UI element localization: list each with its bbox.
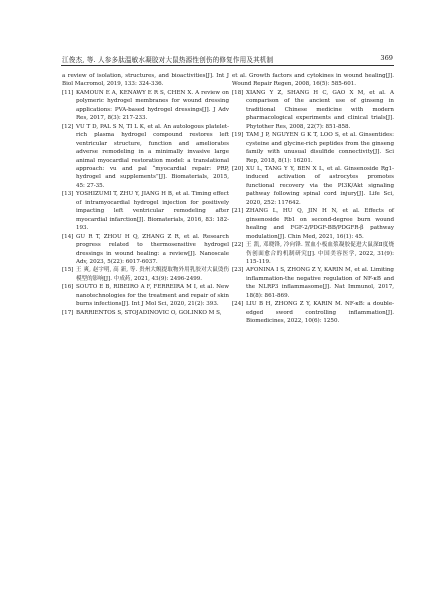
reference-text: a review of isolation, structures, and bioactivities[J]. Int J Biol Macromol, 2019, 133: 324-336.	[62, 73, 229, 88]
reference-text: BARRIENTOS S, STOJADINOVIC O, GOLINKO M S,	[76, 309, 222, 316]
reference-entry	[232, 207, 394, 241]
reference-text: SOUTO E B, RIBEIRO A F, FERREIRA M I, et al. New nanotechnologies for the treatment and repair of skin burns infections[J]. Int J Mol Sci, 2020, 21(2): 393.	[76, 284, 229, 308]
reference-entry	[232, 131, 394, 165]
reference-text: 王 凯, 邓晓锋, 冷向锋. 置血小板血浆凝胶促进大鼠深Ⅱ度烧伤创面愈合的机制研究[J]. 中国美容医学, 2022, 31(9): 115-119.	[246, 242, 394, 265]
reference-number: [24]	[232, 301, 244, 308]
reference-number: [16]	[62, 284, 74, 291]
reference-number: [15]	[62, 267, 74, 274]
reference-text: GU R T, ZHOU H Q, ZHANG Z R, et al. Research progress related to thermosensitive hydrogel dressings in wound healing: a review[J]. Nanoscale Adv, 2023, 5(22): 6017-6037.	[76, 233, 229, 265]
page-header	[0, 0, 427, 68]
reference-entry	[232, 266, 394, 300]
reference-text: AFONINA I S, ZHONG Z Y, KARIN M, et al. Limiting inflammation-the negative regulation of NF-κB and the NLRP3 inflammasome[J]. Nat Immunol, 2017, 18(8): 861-869.	[246, 267, 394, 299]
reference-entry	[62, 266, 229, 283]
reference-number: [14]	[62, 233, 74, 240]
running-head: 江俊杰, 等. 人参多肽温敏水凝胶对大鼠热源性创伤的修复作用及其机制	[62, 56, 274, 64]
page-number: 369	[380, 54, 393, 62]
reference-entry	[232, 89, 394, 131]
reference-number: [13]	[62, 191, 74, 198]
reference-entry	[232, 241, 394, 266]
reference-text: ZHANG L, HU Q, JIN H N, et al. Effects of ginsenoside Rb1 on second-degree burn wound healing and FGF-2/PDGF-BB/PDGFR-β pathway modulation[J]. Chin Med, 2021, 16(1): 45.	[246, 208, 394, 240]
reference-text: TAM J P, NGUYEN G K T, LOO S, et al. Ginsentides: cysteine and glycine-rich peptides from the ginseng family with unusual disulfide connectivity[J]. Sci Rep, 2018, 8(1): 16201.	[246, 132, 394, 164]
reference-entry	[232, 300, 394, 325]
reference-number: [21]	[232, 208, 244, 215]
reference-number: [17]	[62, 309, 74, 316]
reference-text: VU T D, PAL S N, TI L K, et al. An autologous platelet-rich plasma hydrogel compound restores left ventricular structure, function and ameliorates adverse remodeling in a minimally invasive large animal myocardial restoration model: a translational approach: vu and pal “myocardial repair: PRP, hydrogel and supplements”[J]. Biomaterials, 2015, 45: 27-35.	[76, 123, 229, 189]
header-rule	[61, 65, 394, 66]
reference-entry	[62, 309, 229, 317]
reference-entry	[62, 233, 229, 267]
reference-number: [12]	[62, 123, 74, 130]
reference-text: XIANG Y Z, SHANG H C, GAO X M, et al. A comparison of the ancient use of ginseng in traditional Chinese medicine with modern pharmacological experiments and clinical trials[J]. Phytother Res, 2008, 22(7): 851-858.	[246, 89, 394, 130]
reference-column-left	[62, 72, 229, 317]
reference-entry	[232, 72, 394, 89]
reference-number: [20]	[232, 165, 244, 172]
reference-entry	[62, 72, 229, 89]
reference-entry	[62, 123, 229, 191]
reference-entry	[62, 283, 229, 308]
reference-text: et al. Growth factors and cytokines in wound healing[J]. Wound Repair Regen, 2008, 16(5): 585-601.	[232, 73, 394, 88]
reference-entry	[232, 165, 394, 207]
reference-number: [22]	[232, 242, 244, 249]
reference-entry	[62, 190, 229, 232]
reference-text: 王 爽, 赵宇明, 高 新, 等. 贵州大鲵提取物外用乳胶对大鼠烫伤模型的影响[J]. 中成药, 2021, 43(9): 2496-2499.	[76, 267, 229, 282]
reference-text: YOSHIZUMI T, ZHU Y, JIANG H B, et al. Timing effect of intramyocardial hydrogel injection for positively impacting left ventricular remodeling after myocardial infarction[J]. Biomaterials, 2016, 83: 182-193.	[76, 191, 229, 232]
reference-entry	[62, 89, 229, 123]
reference-column-right	[232, 72, 394, 326]
reference-text: XU L, TANG Y Y, BEN X L, et al. Ginsenoside Rg1-induced activation of astrocytes promotes functional recovery via the PI3K/Akt signaling pathway following spinal cord injury[J]. Life Sci, 2020, 252: 117642.	[246, 165, 394, 206]
reference-number: [18]	[232, 89, 244, 96]
reference-number: [23]	[232, 267, 244, 274]
reference-text: LIU B H, ZHONG Z Y, KARIN M. NF-κB: a double-edged sword controlling inflammation[J]. Biomedicines, 2022, 10(6): 1250.	[246, 301, 394, 325]
reference-number: [11]	[62, 89, 74, 96]
reference-text: KAMOUN E A, KENAWY E R S, CHEN X. A review on polymeric hydrogel membranes for wound dressing applications: PVA-based hydrogel dressings[J]. J Adv Res, 2017, 8(3): 217-233.	[76, 89, 229, 122]
reference-number: [19]	[232, 132, 244, 139]
